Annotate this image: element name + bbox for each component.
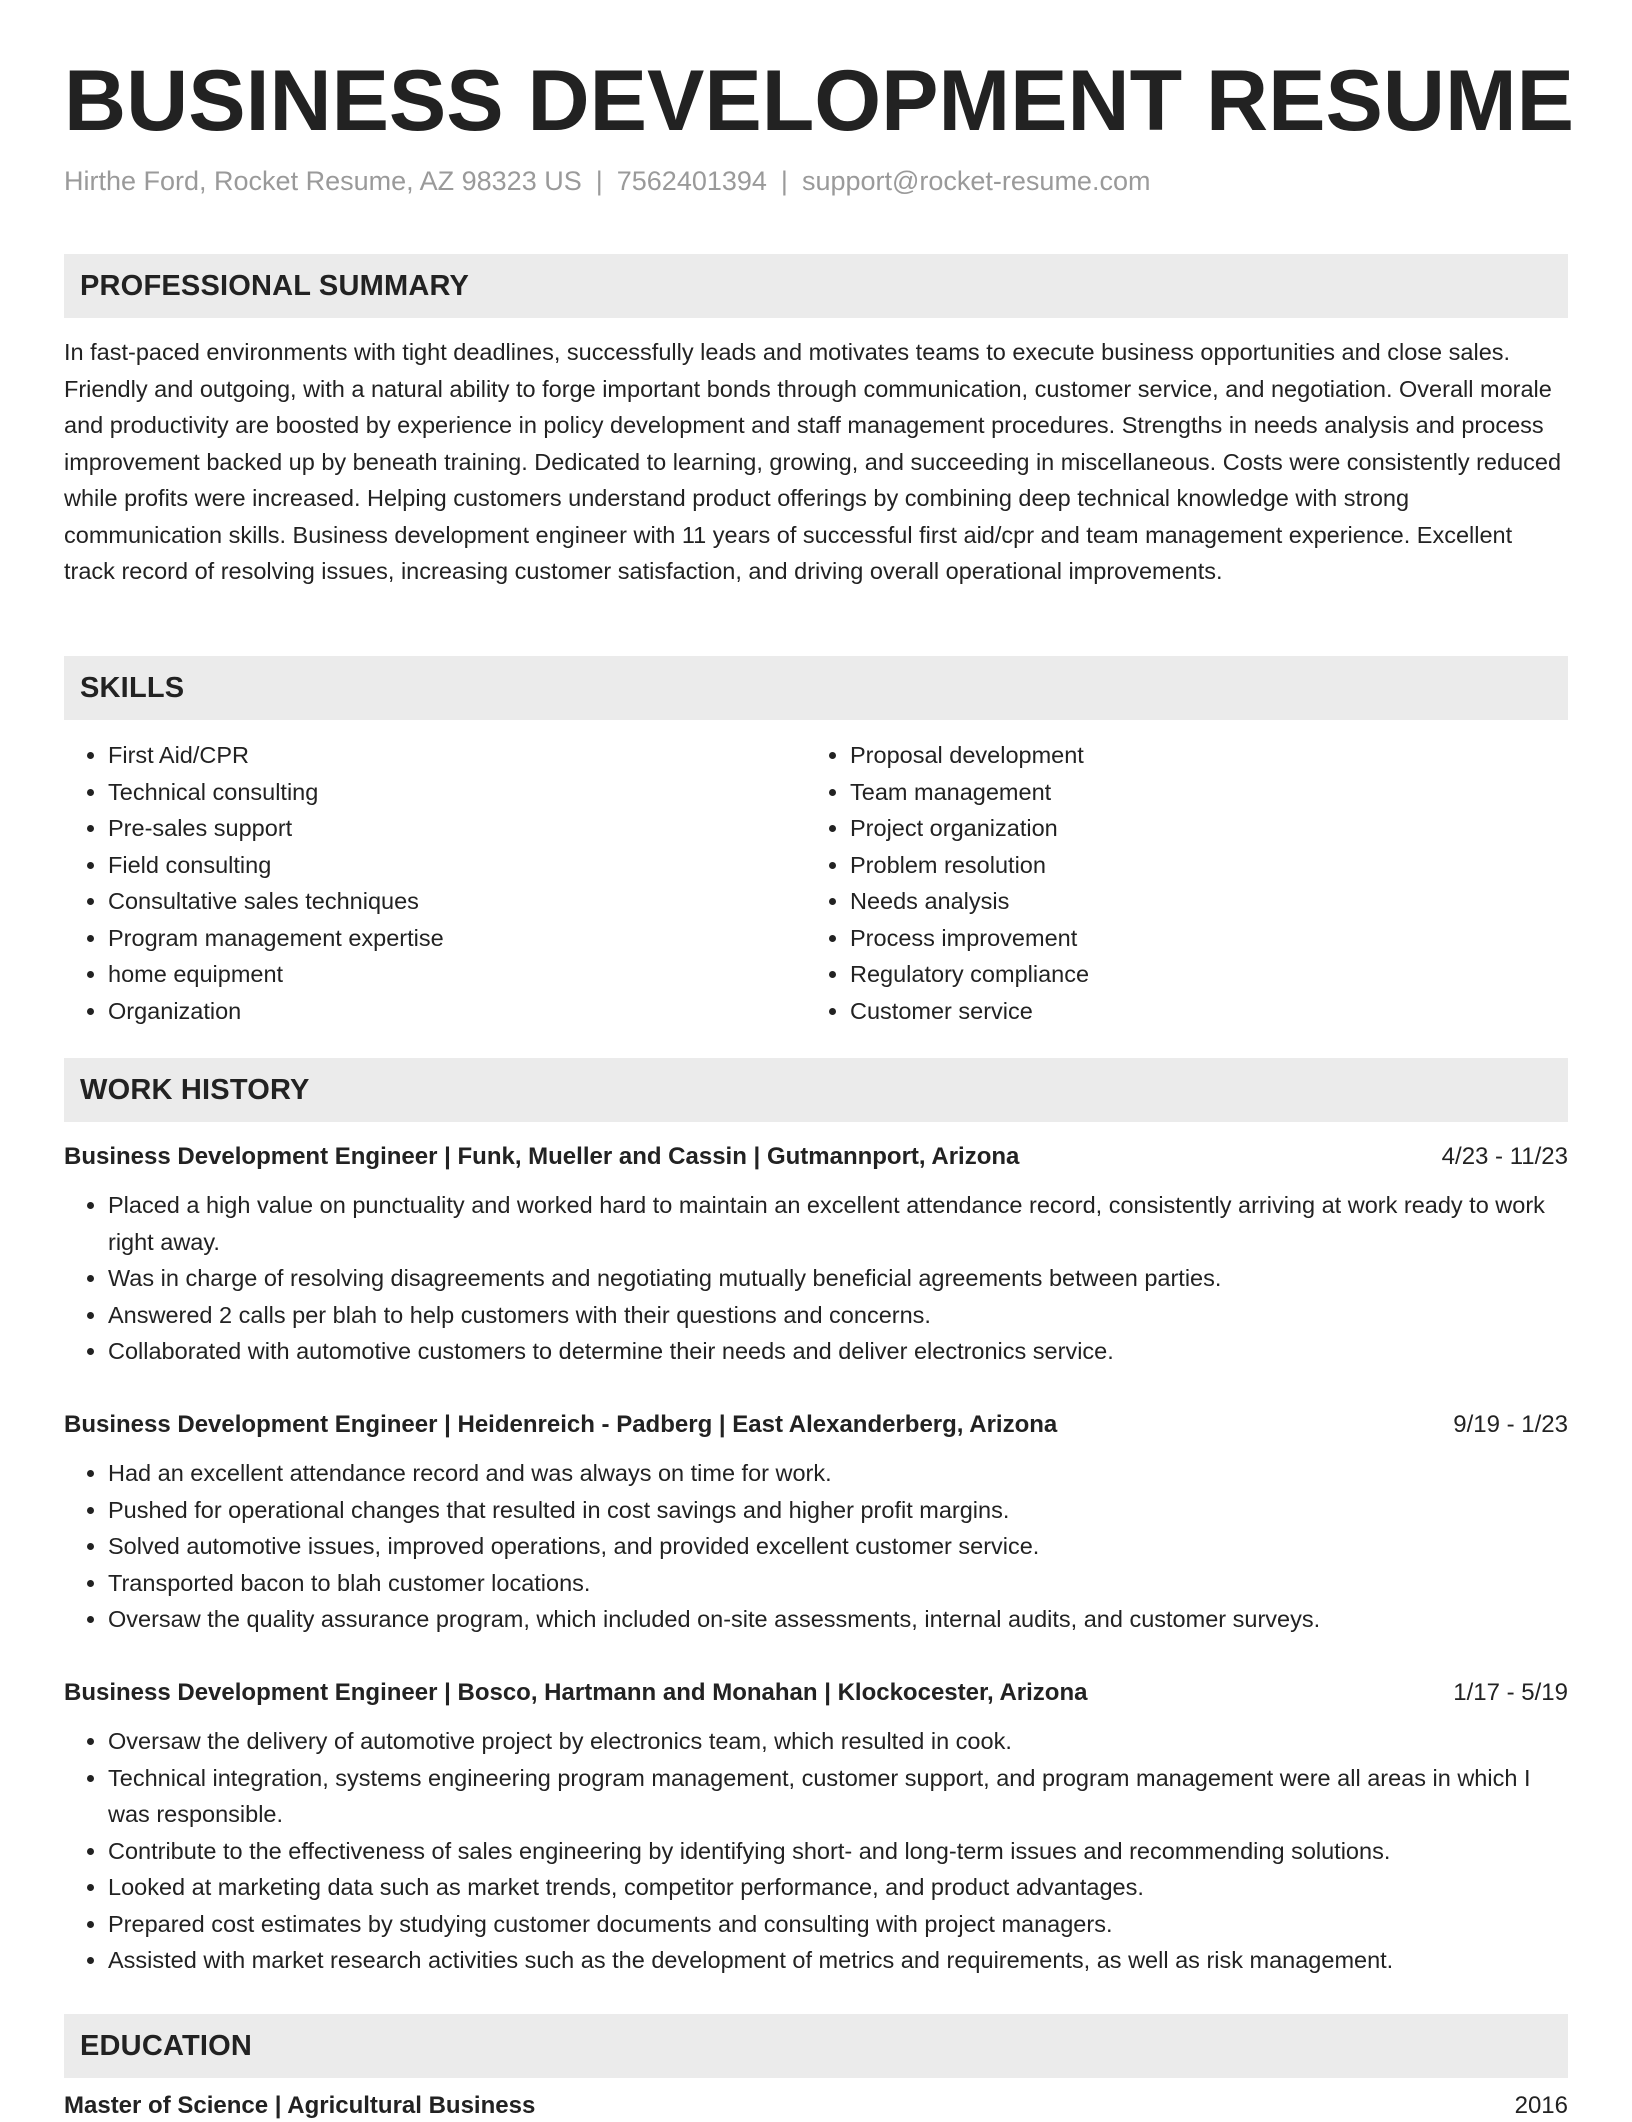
skill-item: • Consultative sales techniques <box>108 883 806 920</box>
skill-item: • Program management expertise <box>108 920 806 957</box>
resume-title: BUSINESS DEVELOPMENT RESUME <box>64 53 1574 149</box>
education-degree: Master of Science | Agricultural Business <box>64 2092 536 2119</box>
section-heading-skills: SKILLS <box>64 656 1568 720</box>
job-bullet: • Prepared cost estimates by studying customer documents and consulting with project managers. <box>108 1906 1568 1943</box>
skill-item: • Organization <box>108 993 806 1030</box>
job-bullet: • Oversaw the quality assurance program, which included on-site assessments, internal audits, and customer surveys. <box>108 1601 1568 1638</box>
job-bullet: • Transported bacon to blah customer locations. <box>108 1565 1568 1602</box>
job-header <box>64 1677 1568 1709</box>
contact-separator: | <box>595 166 603 196</box>
job-dates: 1/17 - 5/19 <box>1453 1679 1568 1706</box>
job-bullet: • Technical integration, systems engineering program management, customer support, and program management were all areas in which I was responsible. <box>108 1760 1568 1833</box>
job-bullet: • Assisted with market research activities such as the development of metrics and requirements, as well as risk management. <box>108 1942 1568 1979</box>
job-header <box>64 1409 1568 1441</box>
skill-item: • home equipment <box>108 956 806 993</box>
job-title: Business Development Engineer | Funk, Mueller and Cassin | Gutmannport, Arizona <box>64 1143 1020 1170</box>
job-bullet: • Had an excellent attendance record and was always on time for work. <box>108 1455 1568 1492</box>
skill-item: • Customer service <box>850 993 1548 1030</box>
job-entry <box>64 1677 1568 1979</box>
contact-phone: 7562401394 <box>616 166 767 196</box>
skill-item: • Technical consulting <box>108 774 806 811</box>
skill-item: • Team management <box>850 774 1548 811</box>
contact-address: Hirthe Ford, Rocket Resume, AZ 98323 US <box>64 166 582 196</box>
job-bullets <box>64 1455 1568 1638</box>
skills-list <box>64 737 1568 1029</box>
section-heading-education: EDUCATION <box>64 2014 1568 2078</box>
job-title: Business Development Engineer | Bosco, Hartmann and Monahan | Klockocester, Arizona <box>64 1679 1088 1706</box>
job-bullet: • Collaborated with automotive customers to determine their needs and deliver electronics service. <box>108 1333 1568 1370</box>
skill-item: • Project organization <box>850 810 1548 847</box>
skills-column-right <box>806 737 1548 1029</box>
job-bullets <box>64 1187 1568 1370</box>
skill-item: • Regulatory compliance <box>850 956 1548 993</box>
job-bullet: • Answered 2 calls per blah to help customers with their questions and concerns. <box>108 1297 1568 1334</box>
job-dates: 9/19 - 1/23 <box>1453 1411 1568 1438</box>
job-bullet: • Oversaw the delivery of automotive project by electronics team, which resulted in cook. <box>108 1723 1568 1760</box>
contact-line <box>64 168 1150 195</box>
skill-item: • Field consulting <box>108 847 806 884</box>
contact-email: support@rocket-resume.com <box>801 166 1151 196</box>
job-entry <box>64 1409 1568 1638</box>
job-bullets <box>64 1723 1568 1979</box>
education-entry <box>64 2090 1568 2122</box>
skill-item: • Proposal development <box>850 737 1548 774</box>
section-heading-work-history: WORK HISTORY <box>64 1058 1568 1122</box>
education-year: 2016 <box>1514 2092 1568 2119</box>
section-heading-summary: PROFESSIONAL SUMMARY <box>64 254 1568 318</box>
job-bullet: • Solved automotive issues, improved operations, and provided excellent customer service. <box>108 1528 1568 1565</box>
job-title: Business Development Engineer | Heidenreich - Padberg | East Alexanderberg, Arizona <box>64 1411 1058 1438</box>
job-bullet: • Pushed for operational changes that resulted in cost savings and higher profit margins. <box>108 1492 1568 1529</box>
job-bullet: • Placed a high value on punctuality and worked hard to maintain an excellent attendance record, consistently arriving at work ready to work right away. <box>108 1187 1568 1260</box>
summary-text: In fast-paced environments with tight deadlines, successfully leads and motivates teams to execute business opportunities and close sales. Friendly and outgoing, with a natural ability to forge important bonds through communication, customer service, and negotiation. Overall morale and productivity are boosted by experience in policy development and staff management procedures. Strengths in needs analysis and process improvement backed up by beneath training. Dedicated to learning, growing, and succeeding in miscellaneous. Costs were consistently reduced while profits were increased. Helping customers understand product offerings by combining deep technical knowledge with strong communication skills. Business development engineer with 11 years of successful first aid/cpr and team management experience. Excellent track record of resolving issues, increasing customer satisfaction, and driving overall operational improvements. <box>64 339 1562 584</box>
contact-separator: | <box>780 166 788 196</box>
skill-item: • First Aid/CPR <box>108 737 806 774</box>
job-header <box>64 1141 1568 1173</box>
skills-column-left <box>64 737 806 1029</box>
job-bullet: • Looked at marketing data such as market trends, competitor performance, and product advantages. <box>108 1869 1568 1906</box>
job-bullet: • Was in charge of resolving disagreements and negotiating mutually beneficial agreements between parties. <box>108 1260 1568 1297</box>
job-bullet: • Contribute to the effectiveness of sales engineering by identifying short- and long-term issues and recommending solutions. <box>108 1833 1568 1870</box>
skill-item: • Problem resolution <box>850 847 1548 884</box>
job-dates: 4/23 - 11/23 <box>1441 1143 1568 1170</box>
skill-item: • Needs analysis <box>850 883 1548 920</box>
job-entry <box>64 1141 1568 1370</box>
skill-item: • Process improvement <box>850 920 1548 957</box>
skill-item: • Pre-sales support <box>108 810 806 847</box>
